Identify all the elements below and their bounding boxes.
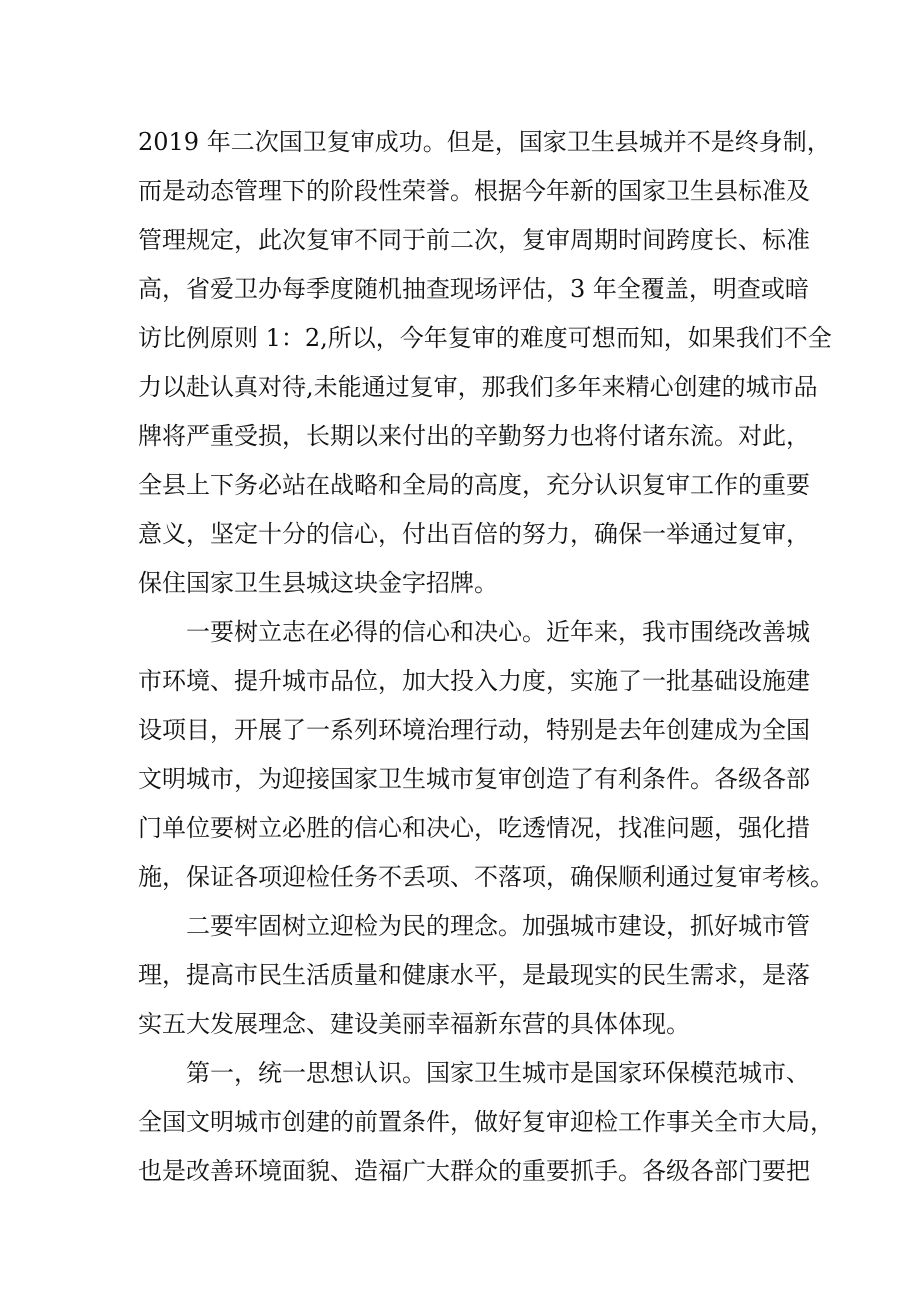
text-line: 文明城市，为迎接国家卫生城市复审创造了有利条件。各级各部 <box>138 765 810 793</box>
text-line: 意义，坚定十分的信心，付出百倍的努力，确保一举通过复审， <box>138 520 810 548</box>
paragraph-last-line: 实五大发展理念、建设美丽幸福新东营的具体体现。 <box>138 1010 690 1038</box>
text-line: 全国文明城市创建的前置条件，做好复审迎检工作事关全市大局， <box>138 1108 834 1136</box>
text-line: 全县上下务必站在战略和全局的高度，充分认识复审工作的重要 <box>138 471 810 499</box>
text-line: 访比例原则 1：2,所以，今年复审的难度可想而知，如果我们不全 <box>138 324 832 352</box>
text-line: 高，省爱卫办每季度随机抽查现场评估，3 年全覆盖，明查或暗 <box>138 275 809 303</box>
text-line: 市环境、提升城市品位，加大投入力度，实施了一批基础设施建 <box>138 667 810 695</box>
paragraph-first-line: 第一，统一思想认识。国家卫生城市是国家环保模范城市、 <box>186 1059 810 1087</box>
paragraph-last-line: 施，保证各项迎检任务不丢项、不落项，确保顺利通过复审考核。 <box>138 863 834 891</box>
paragraph-last-line: 保住国家卫生县城这块金字招牌。 <box>138 569 498 597</box>
text-line: 门单位要树立必胜的信心和决心，吃透情况，找准问题，强化措 <box>138 814 810 842</box>
text-line: 2019 年二次国卫复审成功。但是，国家卫生县城并不是终身制， <box>138 128 831 156</box>
paragraph-first-line: 一要树立志在必得的信心和决心。近年来，我市围绕改善城 <box>186 618 810 646</box>
text-line: 力以赴认真对待,未能通过复审，那我们多年来精心创建的城市品 <box>138 373 818 401</box>
document-body <box>138 118 834 1196</box>
text-line: 理，提高市民生活质量和健康水平，是最现实的民生需求，是落 <box>138 961 810 989</box>
text-line: 设项目，开展了一系列环境治理行动，特别是去年创建成为全国 <box>138 716 810 744</box>
text-line: 管理规定，此次复审不同于前二次，复审周期时间跨度长、标准 <box>138 226 810 254</box>
text-line: 也是改善环境面貌、造福广大群众的重要抓手。各级各部门要把 <box>138 1157 810 1185</box>
text-line: 牌将严重受损，长期以来付出的辛勤努力也将付诸东流。对此， <box>138 422 810 450</box>
paragraph-first-line: 二要牢固树立迎检为民的理念。加强城市建设，抓好城市管 <box>186 912 810 940</box>
text-line: 而是动态管理下的阶段性荣誉。根据今年新的国家卫生县标准及 <box>138 177 810 205</box>
